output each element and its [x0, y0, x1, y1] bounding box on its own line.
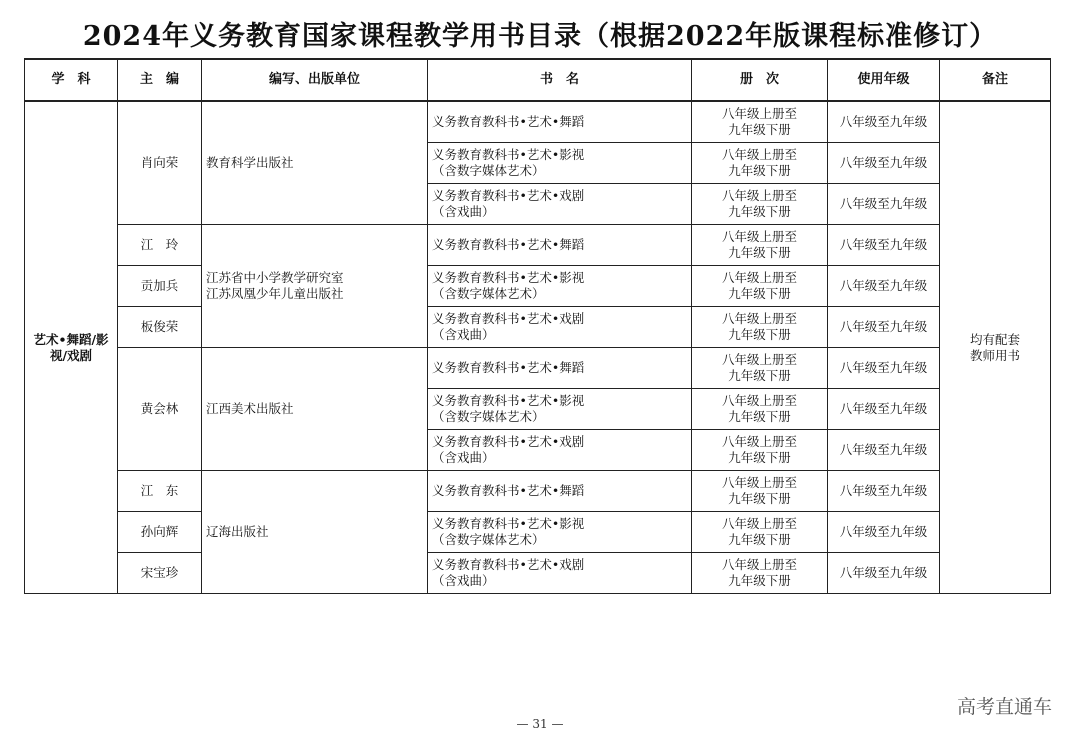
publisher-cell: 教育科学出版社 — [202, 101, 428, 225]
volume-cell: 八年级上册至 九年级下册 — [692, 184, 828, 225]
book-cell: 义务教育教科书•艺术•舞蹈 — [428, 471, 692, 512]
editor-cell: 宋宝珍 — [118, 553, 202, 594]
page-title: 2024年义务教育国家课程教学用书目录（根据2022年版课程标准修订） — [82, 21, 998, 52]
grade-cell: 八年级至九年级 — [828, 430, 940, 471]
editor-cell: 孙向辉 — [118, 512, 202, 553]
table-row — [25, 101, 1051, 143]
volume-cell: 八年级上册至 九年级下册 — [692, 307, 828, 348]
header-editor: 主 编 — [118, 59, 202, 101]
editor-cell: 贡加兵 — [118, 266, 202, 307]
volume-cell: 八年级上册至 九年级下册 — [692, 430, 828, 471]
table-row — [25, 553, 1051, 594]
grade-cell: 八年级至九年级 — [828, 553, 940, 594]
table-row — [25, 471, 1051, 512]
header-grade: 使用年级 — [828, 59, 940, 101]
page-number: — 31 — — [516, 717, 564, 731]
grade-cell: 八年级至九年级 — [828, 512, 940, 553]
subject-cell: 艺术•舞蹈/影视/戏剧 — [25, 101, 118, 594]
grade-cell: 八年级至九年级 — [828, 266, 940, 307]
volume-cell: 八年级上册至 九年级下册 — [692, 512, 828, 553]
book-cell: 义务教育教科书•艺术•影视 （含数字媒体艺术） — [428, 512, 692, 553]
book-cell: 义务教育教科书•艺术•影视 （含数字媒体艺术） — [428, 389, 692, 430]
publisher-cell: 江苏省中小学教学研究室 江苏凤凰少年儿童出版社 — [202, 225, 428, 348]
volume-cell: 八年级上册至 九年级下册 — [692, 389, 828, 430]
editor-cell: 肖向荣 — [118, 101, 202, 225]
grade-cell: 八年级至九年级 — [828, 471, 940, 512]
editor-cell: 江 东 — [118, 471, 202, 512]
publisher-cell: 辽海出版社 — [202, 471, 428, 594]
table-row — [25, 225, 1051, 266]
book-cell: 义务教育教科书•艺术•戏剧 （含戏曲） — [428, 184, 692, 225]
header-remark: 备注 — [940, 59, 1051, 101]
header-publisher: 编写、出版单位 — [202, 59, 428, 101]
book-cell: 义务教育教科书•艺术•戏剧 （含戏曲） — [428, 307, 692, 348]
book-cell: 义务教育教科书•艺术•舞蹈 — [428, 225, 692, 266]
table-body — [25, 101, 1051, 594]
table-row — [25, 348, 1051, 389]
book-cell: 义务教育教科书•艺术•影视 （含数字媒体艺术） — [428, 266, 692, 307]
table-row — [25, 266, 1051, 307]
book-cell: 义务教育教科书•艺术•影视 （含数字媒体艺术） — [428, 143, 692, 184]
volume-cell: 八年级上册至 九年级下册 — [692, 225, 828, 266]
editor-cell: 板俊荣 — [118, 307, 202, 348]
table-header-row — [25, 59, 1051, 101]
volume-cell: 八年级上册至 九年级下册 — [692, 471, 828, 512]
header-volume: 册 次 — [692, 59, 828, 101]
grade-cell: 八年级至九年级 — [828, 184, 940, 225]
volume-cell: 八年级上册至 九年级下册 — [692, 101, 828, 143]
grade-cell: 八年级至九年级 — [828, 389, 940, 430]
grade-cell: 八年级至九年级 — [828, 101, 940, 143]
editor-cell: 黄会林 — [118, 348, 202, 471]
volume-cell: 八年级上册至 九年级下册 — [692, 553, 828, 594]
editor-cell: 江 玲 — [118, 225, 202, 266]
grade-cell: 八年级至九年级 — [828, 143, 940, 184]
book-cell: 义务教育教科书•艺术•戏剧 （含戏曲） — [428, 430, 692, 471]
header-subject: 学 科 — [25, 59, 118, 101]
table-row — [25, 307, 1051, 348]
book-cell: 义务教育教科书•艺术•舞蹈 — [428, 348, 692, 389]
table-row — [25, 512, 1051, 553]
remark-cell: 均有配套 教师用书 — [940, 101, 1051, 594]
header-book: 书 名 — [428, 59, 692, 101]
book-cell: 义务教育教科书•艺术•舞蹈 — [428, 101, 692, 143]
grade-cell: 八年级至九年级 — [828, 348, 940, 389]
grade-cell: 八年级至九年级 — [828, 225, 940, 266]
textbook-catalog-table — [24, 58, 1051, 594]
volume-cell: 八年级上册至 九年级下册 — [692, 143, 828, 184]
publisher-cell: 江西美术出版社 — [202, 348, 428, 471]
book-cell: 义务教育教科书•艺术•戏剧 （含戏曲） — [428, 553, 692, 594]
watermark-text: 高考直通车 — [956, 696, 1052, 718]
volume-cell: 八年级上册至 九年级下册 — [692, 348, 828, 389]
grade-cell: 八年级至九年级 — [828, 307, 940, 348]
volume-cell: 八年级上册至 九年级下册 — [692, 266, 828, 307]
